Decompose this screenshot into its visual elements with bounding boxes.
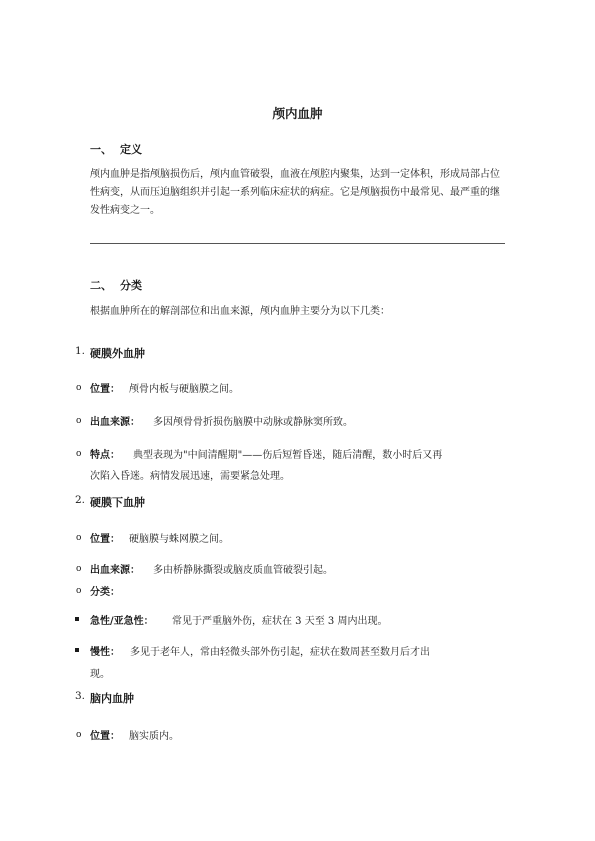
sub-text: 多因颅骨骨折损伤脑膜中动脉或静脉窦所致。 [153, 417, 353, 428]
circle-bullet-icon: o [76, 564, 82, 574]
sub-text: 多由桥静脉撕裂或脑皮质血管破裂引起。 [153, 565, 333, 576]
circle-bullet-icon: o [76, 449, 82, 459]
list-item-title: 硬膜外血肿 [90, 347, 145, 360]
section2-intro: 根据血肿所在的解剖部位和出血来源，颅内血肿主要分为以下几类： [90, 306, 390, 317]
sub-label: 特点： [90, 450, 120, 461]
sub-label: 出血来源： [90, 417, 140, 428]
list-number: 1. [75, 345, 86, 357]
section1-heading: 定义 [120, 143, 142, 156]
sub-text: 硬脑膜与蛛网膜之间。 [129, 534, 229, 545]
circle-bullet-icon: o [76, 533, 82, 543]
subsub-text: 多见于老年人，常由轻微头部外伤引起，症状在数周甚至数月后才出 [130, 647, 430, 658]
sub-text: 典型表现为"中间清醒期"——伤后短暂昏迷，随后清醒，数小时后又再 [133, 450, 443, 461]
sub-label: 出血来源： [90, 565, 140, 576]
sub-label: 分类： [90, 587, 120, 598]
circle-bullet-icon: o [76, 416, 82, 426]
sub-text-continued: 次陷入昏迷。病情发展迅速，需要紧急处理。 [90, 471, 290, 482]
sub-label: 位置： [90, 384, 120, 395]
document-title: 颅内血肿 [272, 106, 323, 121]
sub-label: 位置： [90, 731, 120, 742]
circle-bullet-icon: o [76, 383, 82, 393]
list-number: 2. [75, 494, 86, 506]
section2-heading: 分类 [120, 279, 142, 292]
section1-paragraph: 颅内血肿是指颅脑损伤后，颅内血管破裂，血液在颅腔内聚集，达到一定体积，形成局部占位性病变，从而压迫脑组织并引起一系列临床症状的病症。它是颅脑损伤中最常见、最严重的继发性病变之一。 [90, 169, 500, 216]
subsub-label: 急性/亚急性： [90, 616, 154, 627]
sub-text: 颅骨内板与硬脑膜之间。 [129, 384, 239, 395]
sub-label: 位置： [90, 534, 120, 545]
circle-bullet-icon: o [76, 586, 82, 596]
sub-text: 脑实质内。 [129, 731, 179, 742]
square-bullet-icon [75, 617, 79, 621]
horizontal-divider [90, 243, 505, 244]
circle-bullet-icon: o [76, 730, 82, 740]
section1-number: 一、 [90, 143, 112, 156]
subsub-label: 慢性： [90, 647, 120, 658]
list-number: 3. [75, 690, 86, 702]
subsub-text: 常见于严重脑外伤，症状在 3 天至 3 周内出现。 [172, 616, 388, 627]
square-bullet-icon [75, 648, 79, 652]
section2-number: 二、 [90, 279, 112, 292]
list-item-title: 脑内血肿 [90, 692, 134, 705]
list-item-title: 硬膜下血肿 [90, 496, 145, 509]
subsub-text-continued: 现。 [90, 669, 110, 680]
